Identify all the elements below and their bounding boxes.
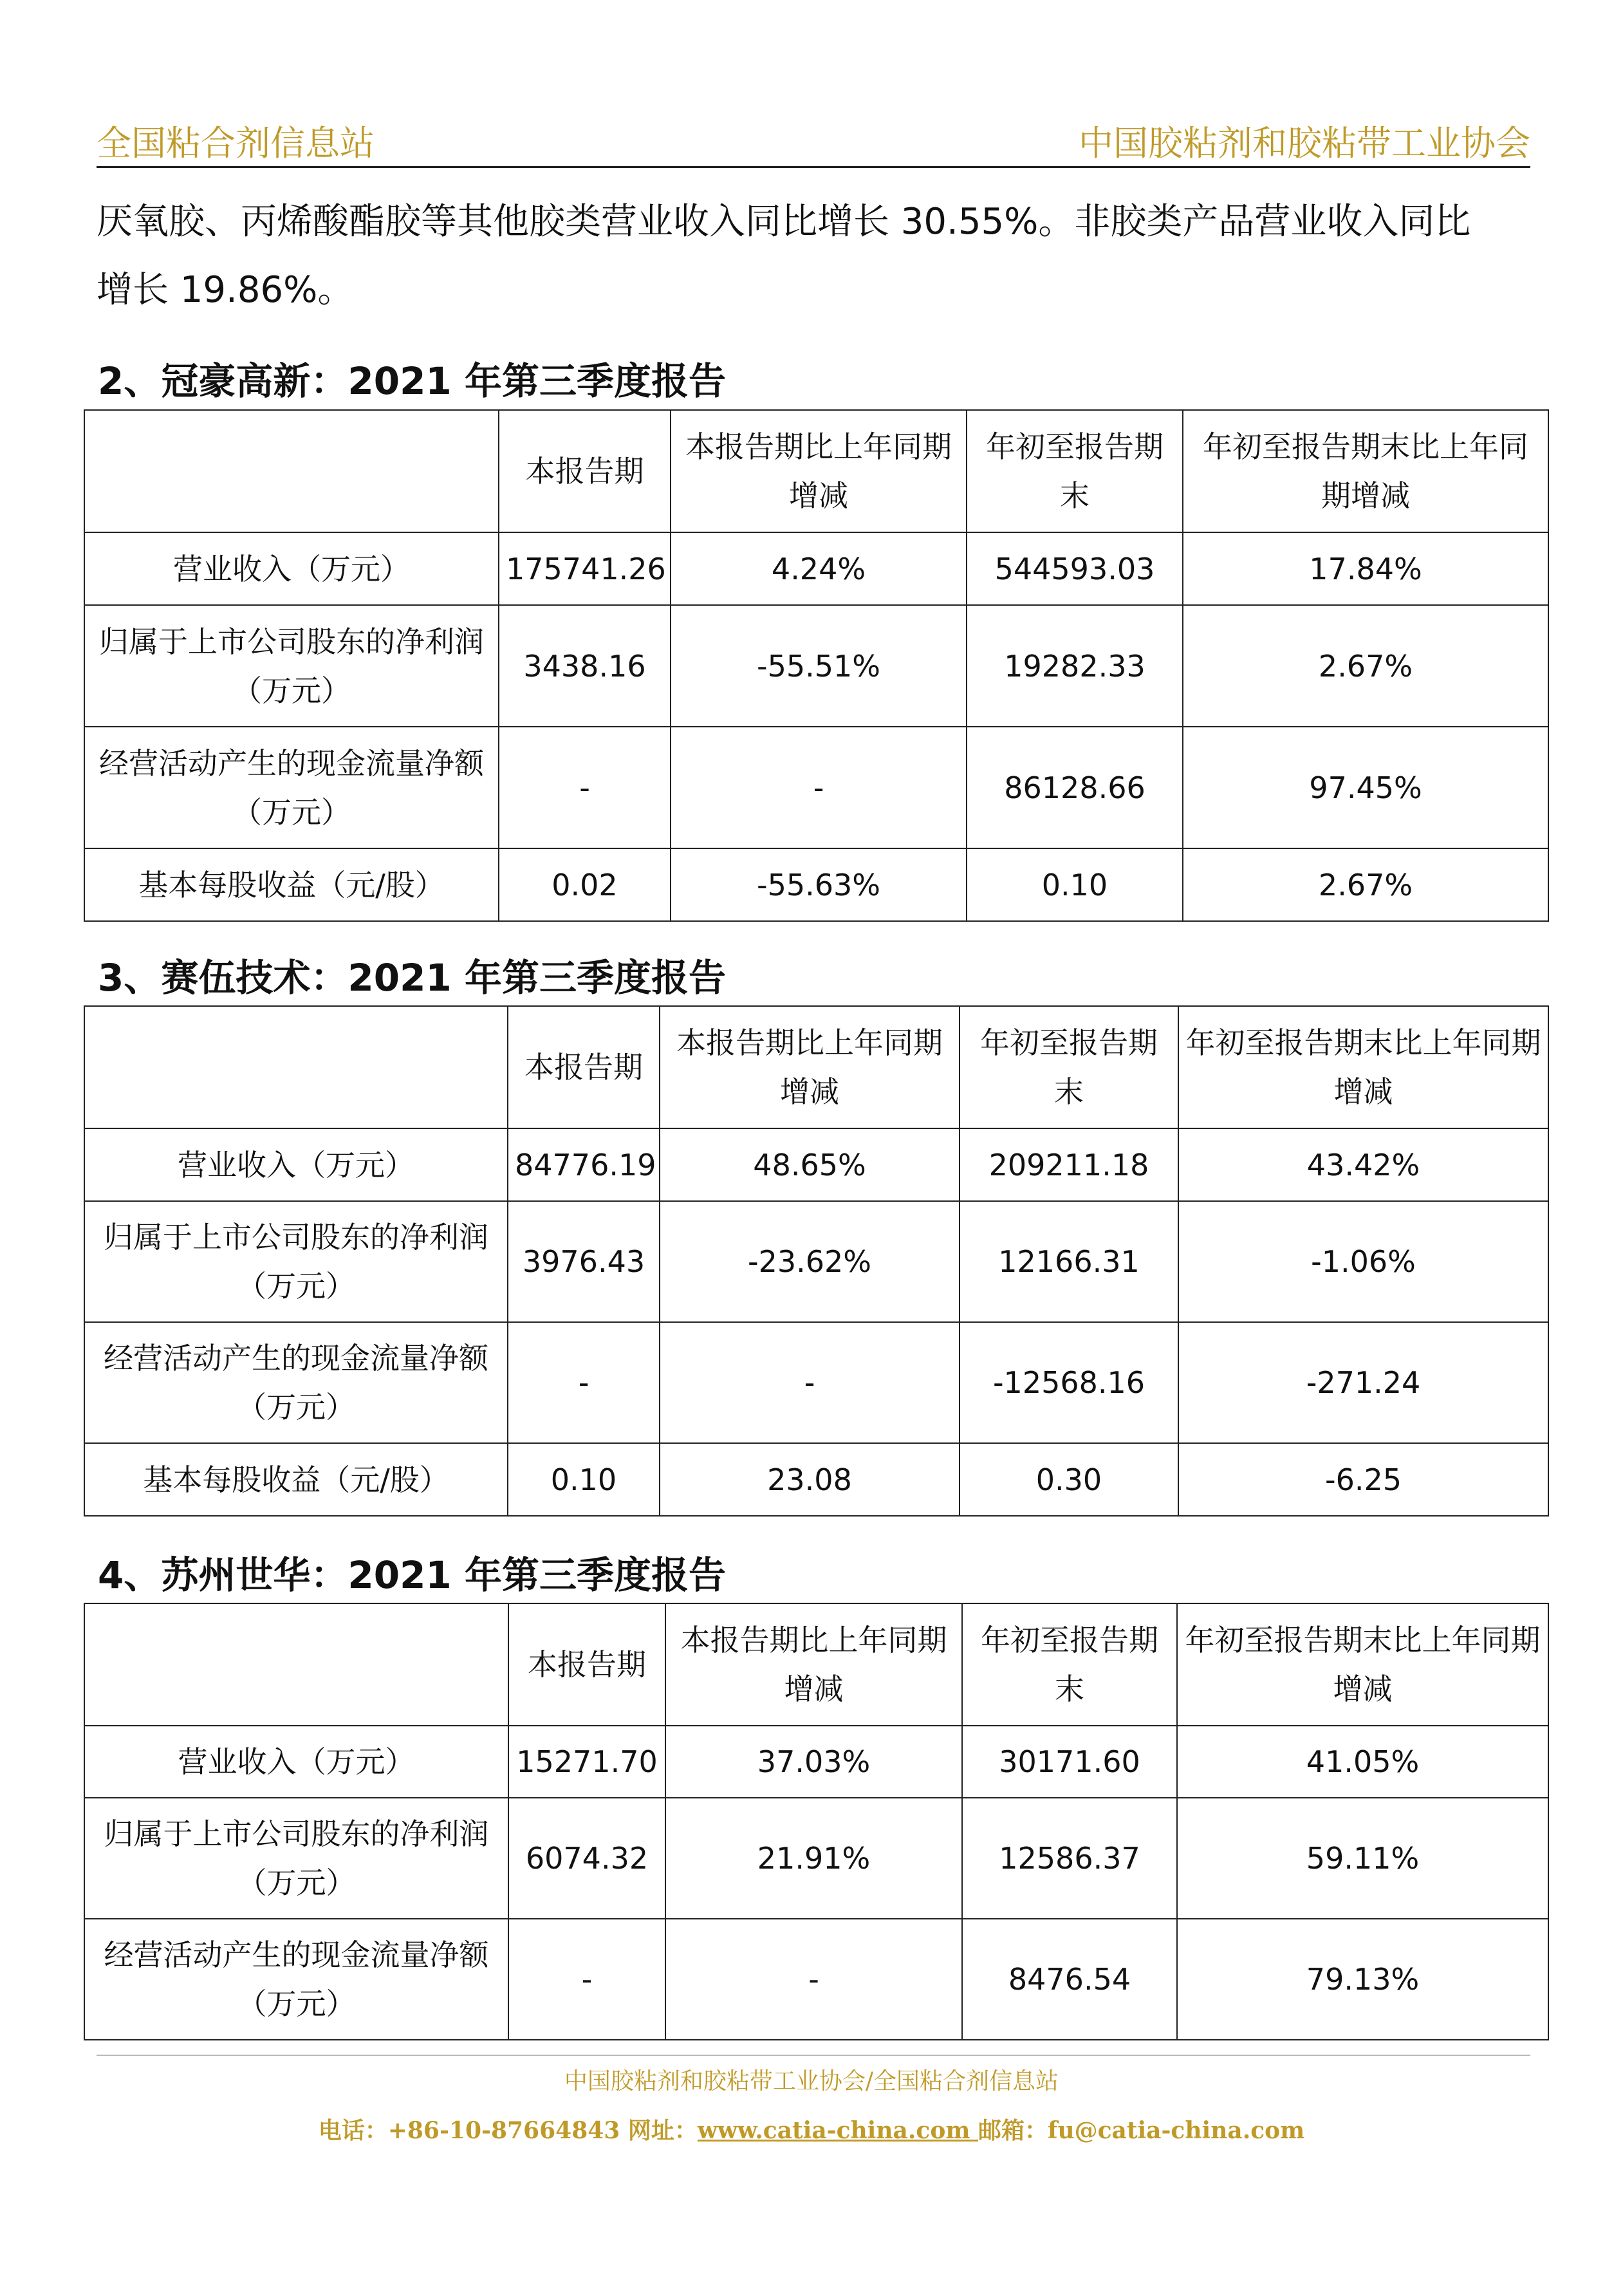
header-empty-cell <box>84 410 499 532</box>
intro-line-1: 厌氧胶、丙烯酸酯胶等其他胶类营业收入同比增长 30.55%。非胶类产品营业收入同比 <box>97 201 1471 243</box>
table-row <box>84 532 1548 605</box>
table-cell: 41.05% <box>1177 1726 1548 1798</box>
table-cell: 3438.16 <box>499 605 671 727</box>
header-divider <box>97 166 1530 168</box>
table-cell: 209211.18 <box>960 1128 1178 1201</box>
table-cell: 17.84% <box>1183 532 1548 605</box>
report-table-shihua <box>84 1603 1549 2040</box>
table-cell: 43.42% <box>1178 1128 1548 1201</box>
intro-line-2: 增长 19.86%。 <box>97 269 354 311</box>
table-cell: 23.08 <box>660 1443 960 1516</box>
table-cell: 175741.26 <box>499 532 671 605</box>
table-row <box>84 1443 1548 1516</box>
table-cell: 79.13% <box>1177 1919 1548 2040</box>
table-cell: 2.67% <box>1183 605 1548 727</box>
table-row <box>84 605 1548 727</box>
table-cell: 84776.19 <box>508 1128 660 1201</box>
table-cell: 30171.60 <box>962 1726 1177 1798</box>
header-left-title: 全国粘合剂信息站 <box>97 123 375 163</box>
table-cell: -6.25 <box>1178 1443 1548 1516</box>
column-header: 本报告期 <box>499 410 671 532</box>
section-title-shihua: 4、苏州世华：2021 年第三季度报告 <box>98 1553 726 1597</box>
row-label: 归属于上市公司股东的净利润（万元） <box>84 1201 508 1322</box>
footer-organization: 中国胶粘剂和胶粘带工业协会/全国粘合剂信息站 <box>564 2068 1059 2095</box>
table-cell: 0.02 <box>499 848 671 921</box>
table-cell: 21.91% <box>665 1798 962 1919</box>
footer-divider <box>97 2055 1530 2056</box>
table-cell: -12568.16 <box>960 1322 1178 1443</box>
table-cell: 3976.43 <box>508 1201 660 1322</box>
header-empty-cell <box>84 1006 508 1128</box>
table-cell: 6074.32 <box>508 1798 665 1919</box>
table-cell: -55.51% <box>671 605 967 727</box>
table-cell: - <box>499 727 671 848</box>
footer-website-link[interactable]: www.catia-china.com <box>697 2117 978 2144</box>
row-label: 归属于上市公司股东的净利润（万元） <box>84 1798 508 1919</box>
table-row <box>84 848 1548 921</box>
table-cell: 12586.37 <box>962 1798 1177 1919</box>
footer-phone: 电话：+86-10-87664843 网址： <box>318 2117 698 2144</box>
table-row <box>84 1128 1548 1201</box>
row-label: 经营活动产生的现金流量净额（万元） <box>84 1919 508 2040</box>
table-row <box>84 727 1548 848</box>
table-cell: 15271.70 <box>508 1726 665 1798</box>
column-header: 年初至报告期末 <box>962 1603 1177 1726</box>
table-row <box>84 1201 1548 1322</box>
row-label: 经营活动产生的现金流量净额（万元） <box>84 727 499 848</box>
section-title-saiwu: 3、赛伍技术：2021 年第三季度报告 <box>98 956 726 1000</box>
column-header: 年初至报告期末 <box>967 410 1183 532</box>
report-table-guanhao <box>84 409 1549 922</box>
table-cell: 8476.54 <box>962 1919 1177 2040</box>
column-header: 本报告期比上年同期增减 <box>665 1603 962 1726</box>
row-label: 归属于上市公司股东的净利润（万元） <box>84 605 499 727</box>
column-header: 本报告期比上年同期增减 <box>671 410 967 532</box>
table-header-row <box>84 1006 1548 1128</box>
table-header-row <box>84 410 1548 532</box>
column-header: 本报告期 <box>508 1603 665 1726</box>
table-cell: 59.11% <box>1177 1798 1548 1919</box>
column-header: 本报告期比上年同期增减 <box>660 1006 960 1128</box>
table-cell: - <box>508 1919 665 2040</box>
table-row <box>84 1919 1548 2040</box>
table-cell: 97.45% <box>1183 727 1548 848</box>
table-cell: 0.10 <box>508 1443 660 1516</box>
table-cell: 2.67% <box>1183 848 1548 921</box>
table-cell: - <box>660 1322 960 1443</box>
table-cell: 86128.66 <box>967 727 1183 848</box>
table-cell: 48.65% <box>660 1128 960 1201</box>
table-row <box>84 1726 1548 1798</box>
row-label: 基本每股收益（元/股） <box>84 848 499 921</box>
table-row <box>84 1322 1548 1443</box>
table-cell: - <box>665 1919 962 2040</box>
table-cell: 37.03% <box>665 1726 962 1798</box>
intro-paragraph <box>97 188 1538 324</box>
table-cell: 4.24% <box>671 532 967 605</box>
table-cell: 0.30 <box>960 1443 1178 1516</box>
table-cell: -55.63% <box>671 848 967 921</box>
page-header <box>97 97 1530 174</box>
row-label: 营业收入（万元） <box>84 1128 508 1201</box>
table-cell: 19282.33 <box>967 605 1183 727</box>
section-title-guanhao: 2、冠豪高新：2021 年第三季度报告 <box>98 359 726 403</box>
footer-email: 邮箱：fu@catia-china.com <box>978 2117 1305 2144</box>
footer-contact <box>0 2113 1623 2145</box>
row-label: 经营活动产生的现金流量净额（万元） <box>84 1322 508 1443</box>
row-label: 基本每股收益（元/股） <box>84 1443 508 1516</box>
table-cell: 0.10 <box>967 848 1183 921</box>
column-header: 本报告期 <box>508 1006 660 1128</box>
table-cell: -271.24 <box>1178 1322 1548 1443</box>
column-header: 年初至报告期末 <box>960 1006 1178 1128</box>
table-cell: -1.06% <box>1178 1201 1548 1322</box>
table-cell: - <box>508 1322 660 1443</box>
report-table-saiwu <box>84 1005 1549 1517</box>
header-empty-cell <box>84 1603 508 1726</box>
header-right-title: 中国胶粘剂和胶粘带工业协会 <box>1079 123 1530 163</box>
table-row <box>84 1798 1548 1919</box>
row-label: 营业收入（万元） <box>84 1726 508 1798</box>
table-cell: -23.62% <box>660 1201 960 1322</box>
table-cell: 544593.03 <box>967 532 1183 605</box>
row-label: 营业收入（万元） <box>84 532 499 605</box>
column-header: 年初至报告期末比上年同期增减 <box>1177 1603 1548 1726</box>
table-cell: - <box>671 727 967 848</box>
column-header: 年初至报告期末比上年同期增减 <box>1183 410 1548 532</box>
table-cell: 12166.31 <box>960 1201 1178 1322</box>
column-header: 年初至报告期末比上年同期增减 <box>1178 1006 1548 1128</box>
table-header-row <box>84 1603 1548 1726</box>
